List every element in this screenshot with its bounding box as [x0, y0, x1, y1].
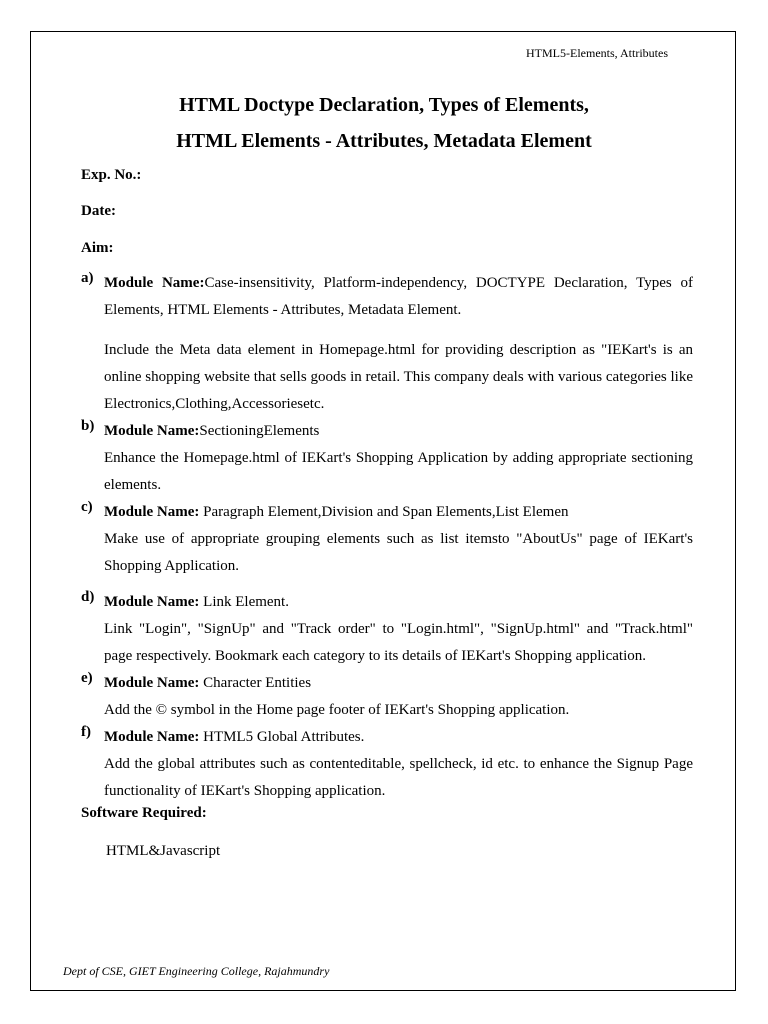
module-name-label: Module Name: [104, 504, 200, 520]
module-item-a [81, 270, 693, 418]
module-item-e [81, 670, 693, 724]
module-marker: e) [81, 670, 93, 686]
running-header: HTML5-Elements, Attributes [526, 46, 668, 60]
module-marker: f) [81, 724, 91, 740]
module-name-line [104, 724, 693, 751]
module-description: Add the global attributes such as contenteditable, spellcheck, id etc. to enhance the Signup Page functionality of IEKart's Shopping application. [104, 756, 693, 799]
module-marker: d) [81, 589, 95, 605]
document-title-line-2: HTML Elements - Attributes, Metadata Element [176, 130, 592, 152]
module-item-d [81, 589, 693, 670]
module-name-line [104, 499, 693, 526]
module-name-label: Module Name: [104, 675, 200, 691]
module-list [81, 270, 693, 805]
module-description: Add the © symbol in the Home page footer of IEKart's Shopping application. [104, 702, 570, 718]
module-description: Include the Meta data element in Homepage.html for providing description as "IEKart's is an online shopping website that sells goods in retail. This company deals with various categories like Electronics,Clothing,Accessoriesetc. [104, 342, 693, 412]
module-name-label: Module Name: [104, 423, 200, 439]
module-item-f [81, 724, 693, 805]
module-name-value: Case-insensitivity, Platform-independency, DOCTYPE Declaration, Types of Elements, HTML Elements - Attributes, Metadata Element. [104, 275, 693, 318]
module-item-b [81, 418, 693, 499]
module-marker: b) [81, 418, 95, 434]
module-marker: a) [81, 270, 94, 286]
date-label: Date: [81, 203, 116, 219]
aim-label: Aim: [81, 240, 114, 256]
module-name-line [104, 589, 693, 616]
module-name-value: Character Entities [199, 675, 312, 691]
document-title-line-1: HTML Doctype Declaration, Types of Elements, [179, 94, 589, 116]
module-name-value: Paragraph Element,Division and Span Elements,List Elemen [199, 504, 569, 520]
software-required-heading: Software Required: [81, 805, 207, 821]
software-required-value: HTML&Javascript [106, 843, 221, 859]
module-description: Link "Login", "SignUp" and "Track order" to "Login.html", "SignUp.html" and "Track.html" page respectively. Bookmark each category to its details of IEKart's Shopping application. [104, 621, 693, 664]
module-name-value: SectioningElements [199, 423, 320, 439]
module-name-label: Module Name: [104, 594, 200, 610]
module-name-line [104, 418, 693, 445]
module-item-c [81, 499, 693, 580]
module-name-line [104, 670, 693, 697]
page-footer: Dept of CSE, GIET Engineering College, Rajahmundry [63, 964, 330, 978]
exp-no-label: Exp. No.: [81, 167, 142, 183]
module-description: Make use of appropriate grouping elements such as list itemsto "AboutUs" page of IEKart's Shopping Application. [104, 531, 693, 574]
module-name-label: Module Name: [104, 729, 200, 745]
module-name-line [104, 270, 693, 324]
module-name-label: Module Name: [104, 275, 205, 291]
module-description: Enhance the Homepage.html of IEKart's Shopping Application by adding appropriate sectioning elements. [104, 450, 693, 493]
module-marker: c) [81, 499, 93, 515]
module-name-value: HTML5 Global Attributes. [199, 729, 365, 745]
module-name-value: Link Element. [199, 594, 289, 610]
